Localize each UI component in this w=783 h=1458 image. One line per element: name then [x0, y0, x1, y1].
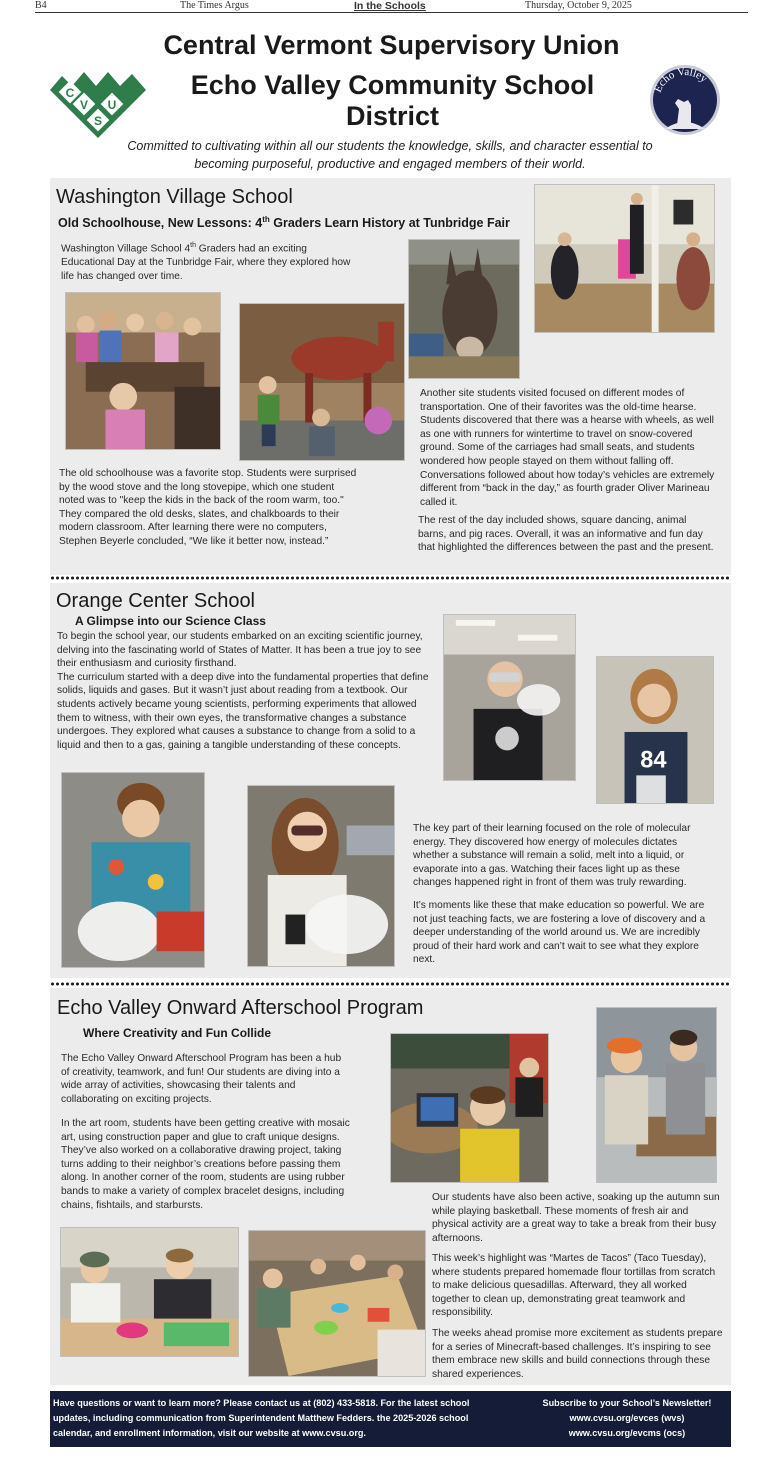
laptop-photo [390, 1033, 549, 1183]
page-number: B4 [35, 0, 47, 11]
science-jersey-photo [596, 656, 714, 804]
newsletter-link-ocs[interactable]: www.cvsu.org/evcms (ocs) [568, 1428, 686, 1438]
issue-date: Thursday, October 9, 2025 [525, 0, 632, 11]
echo-paragraph-5: The weeks ahead promise more excitement as students prepare for a series of Minecraft-based challenges. It’s inspiring to see them embrace new skills and build connections through these shared experiences. [432, 1328, 723, 1380]
subscribe-text: Subscribe to your School’s Newsletter! [542, 1398, 712, 1408]
orange-body [57, 630, 432, 752]
logo-letter-c: C [65, 86, 75, 100]
washington-school-title: Washington Village School [56, 186, 293, 208]
mission-statement: Committed to cultivating within all our students the knowledge, skills, and character essential to becoming purposeful, productive and engaged members of their world. [127, 139, 653, 171]
schoolhouse-photo [65, 292, 221, 450]
washington-rest-paragraph: The rest of the day included shows, square dancing, animal barns, and pig races. Overall, it was an informative and fun day that highlighted the differences between the past and the present. [418, 515, 714, 554]
newsletter-info [522, 1396, 732, 1441]
district-title: Echo Valley Community School District [190, 70, 595, 131]
orange-paragraph-4: It’s moments like these that make education so powerful. We are not just teaching facts, we are fostering a love of discovery and a deeper understanding of the world around us. We are incredibly proud of their hard work and can’t wait to see what they explore next. [413, 900, 706, 966]
logo-text: Echo Valley [651, 65, 710, 95]
orange-school-title: Orange Center School [56, 590, 256, 612]
echo-valley-logo [647, 63, 723, 137]
echo-paragraph-3: Our students have also been active, soaking up the autumn sun while playing basketball. These moments of fresh air and physical activity are a great way to take a break from their busy afternoons. [432, 1192, 720, 1244]
washington-headline: Old Schoolhouse, New Lessons: 4th Graders Learn History at Tunbridge Fair [58, 215, 510, 231]
science-girl-photo [247, 785, 395, 967]
section-divider [50, 982, 731, 986]
orange-paragraph-3: The key part of their learning focused on the role of molecular energy. They discovered how energy of molecules dictates whether a substance will remain a solid, melt into a liquid, or evaporate into a gas. Watching their faces light up as these changes happened right in front of them was truly rewarding. [413, 823, 691, 889]
washington-transport-paragraph: Another site students visited focused on different modes of transportation. One of their favorites was the old-time hearse. Students discovered that there was a hearse with wheels, as well as one with runners for wintertime to travel on snow-covered ground. Some of the carriages had small seats, and students wondered how people stayed on them without falling off. Conversations followed about how today’s vehicles are extremely different from “back in the day,” as fourth grader Oliver Marineau called it. [420, 388, 715, 508]
page-header-line [35, 0, 748, 13]
echo-program-title: Echo Valley Onward Afterschool Program [57, 997, 424, 1019]
logo-letter-v: V [79, 98, 89, 112]
science-boy-photo [61, 772, 205, 968]
washington-schoolhouse-paragraph: The old schoolhouse was a favorite stop. Students were surprised by the wood stove and the long stovepipe, which one student noted was to "keep the kids in the back of the room warm, too." They compared the old desks, slates, and chalkboards to their modern classroom. After learning there were no computers, Stephen Beyerle concluded, “We like it better now, instead.” [59, 468, 357, 547]
newsletter-link-wvs[interactable]: www.cvsu.org/evces (wvs) [569, 1413, 685, 1423]
contact-footer [50, 1391, 731, 1447]
echo-paragraph-4: This week’s highlight was “Martes de Tacos” (Taco Tuesday), where students prepared homemade flour tortillas from scratch to make delicious quesadillas. Afterward, they all worked together to clean up, demonstrating great teamwork and responsibility. [432, 1253, 716, 1319]
orange-paragraph-2: The curriculum started with a deep dive into the fundamental properties that define solids, liquids and gases. But it wasn’t just about reading from a textbook. Our students actively became young scientists, performing experiments that allowed them to witness, with their own eyes, the transformative changes a substance undergoes. They explored what causes a substance to change from a solid to a liquid and then to a gas, gaining a tangible understanding of these concepts. [57, 671, 429, 751]
section-name: In the Schools [354, 0, 426, 12]
craft-table-photo [248, 1230, 426, 1377]
section-divider [50, 576, 731, 580]
echo-paragraph-2: In the art room, students have been getting creative with mosaic art, using construction paper and glue to craft unique designs. They’ve also worked on a collaborative drawing project, taking turns adding to their neighbor’s creations before passing them along. In another corner of the room, students are using rubber bands to make a variety of complex bracelet designs, including chains, fishtails, and starbursts. [61, 1118, 350, 1211]
horse-carriage-photo [239, 303, 405, 461]
square-dance-photo [534, 184, 715, 333]
logo-letter-u: U [107, 98, 117, 112]
svg-text:84: 84 [640, 747, 667, 774]
echo-paragraph-1: The Echo Valley Onward Afterschool Program has been a hub of creativity, teamwork, and fun! Our students are diving into a wide array of activities, showcasing their talents and collaborating on exciting projects. [61, 1053, 342, 1105]
science-goggles-photo [443, 614, 576, 781]
donkey-photo [408, 239, 520, 379]
contact-info: Have questions or want to learn more? Please contact us at (802) 433-5818. For the latest school updates, including communication from Superintendent Matthew Fedders. the 2025-2026 school calendar, and enrollment information, visit our website at www.cvsu.org. [53, 1398, 470, 1438]
cvsu-logo [48, 62, 148, 140]
masthead-title: Central Vermont Supervisory Union [163, 30, 620, 60]
orange-paragraph-1: To begin the school year, our students embarked on an exciting scientific journey, delving into the fascinating world of States of Matter. It has been a true joy to see their enthusiasm and curiosity firsthand. [57, 631, 423, 670]
logo-letter-s: S [93, 114, 103, 128]
echo-headline: Where Creativity and Fun Collide [83, 1026, 272, 1040]
newspaper-name: The Times Argus [180, 0, 249, 11]
boys-hallway-photo [596, 1007, 717, 1183]
orange-headline: A Glimpse into our Science Class [75, 614, 266, 628]
mosaic-art-photo [60, 1227, 239, 1357]
washington-intro: Washington Village School 4th Graders had an exciting Educational Day at the Tunbridge Fair, where they explored how life has changed over time. [61, 242, 351, 282]
